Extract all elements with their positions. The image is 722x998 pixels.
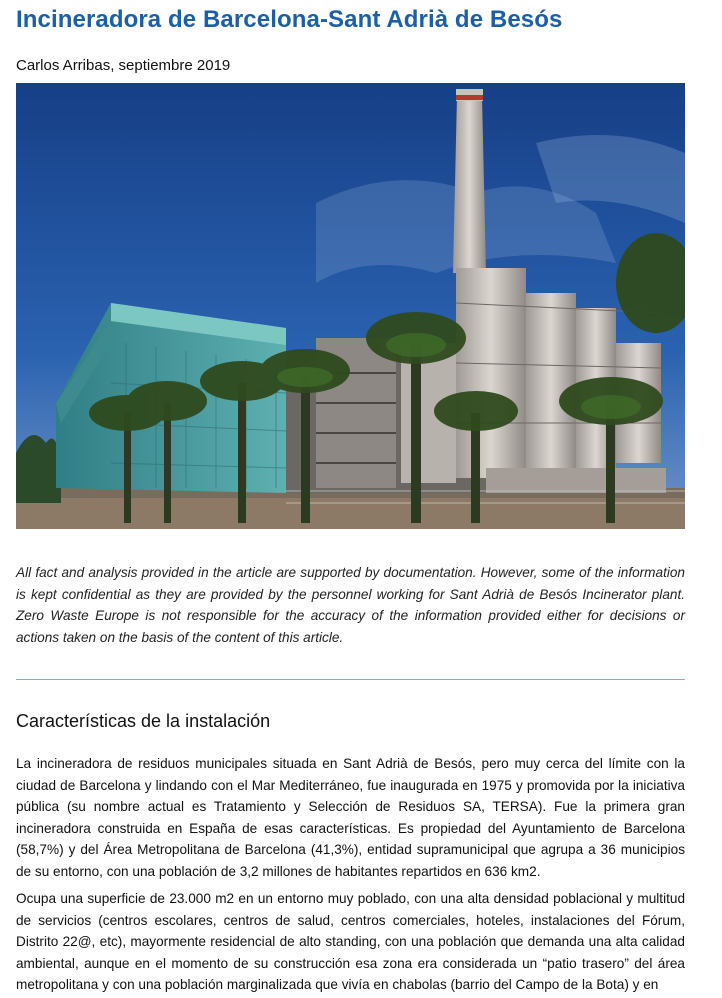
body-paragraph: La incineradora de residuos municipales situada en Sant Adrià de Besós, pero muy cerca del límite con la ciudad de Barcelona y lindando con el Mar Mediterráneo, fue inaugurada en 1975 y promovida por la iniciativa pública (su nombre actual es Tratamiento y Selección de Residuos SA, TERSA). Fue la primera gran incineradora construida en España de esas características. Es propiedad del Ayuntamiento de Barcelona (58,7%) y del Área Metropolitana de Barcelona (41,3%), entidad supramunicipal que agrupa a 36 municipios de su entorno, con una población de 3,2 millones de habitantes repartidos en 636 km2. bbox=[16, 756, 685, 879]
body-paragraph: Ocupa una superficie de 23.000 m2 en un entorno muy poblado, con una alta densidad poblacional y multitud de servicios (centros escolares, centros de salud, centros comerciales, hoteles, instalaciones del Fórum, Distrito 22@, etc), mayormente residencial de alto standing, con una población que demanda una alta calidad ambiental, aunque en el momento de su construcción esa zona era considerada un “patio trasero” del área metropolitana y con una población marginalizada que vivía en chabolas (barrio del Campo de la Bota) y en bbox=[16, 891, 685, 992]
section-divider bbox=[16, 679, 685, 680]
article-byline: Carlos Arribas, septiembre 2019 bbox=[16, 57, 231, 74]
article-title: Incineradora de Barcelona-Sant Adrià de Besós bbox=[16, 6, 563, 33]
incinerator-photo bbox=[16, 83, 685, 529]
section-heading: Características de la instalación bbox=[16, 711, 271, 731]
disclaimer-text: All fact and analysis provided in the article are supported by documentation. However, some of the information is kept confidential as they are provided by the personnel working for Sant Adrià de Besós Incinerator plant. Zero Waste Europe is not responsible for the accuracy of the information provided either for decisions or actions taken on the basis of the content of this article. bbox=[16, 565, 685, 645]
